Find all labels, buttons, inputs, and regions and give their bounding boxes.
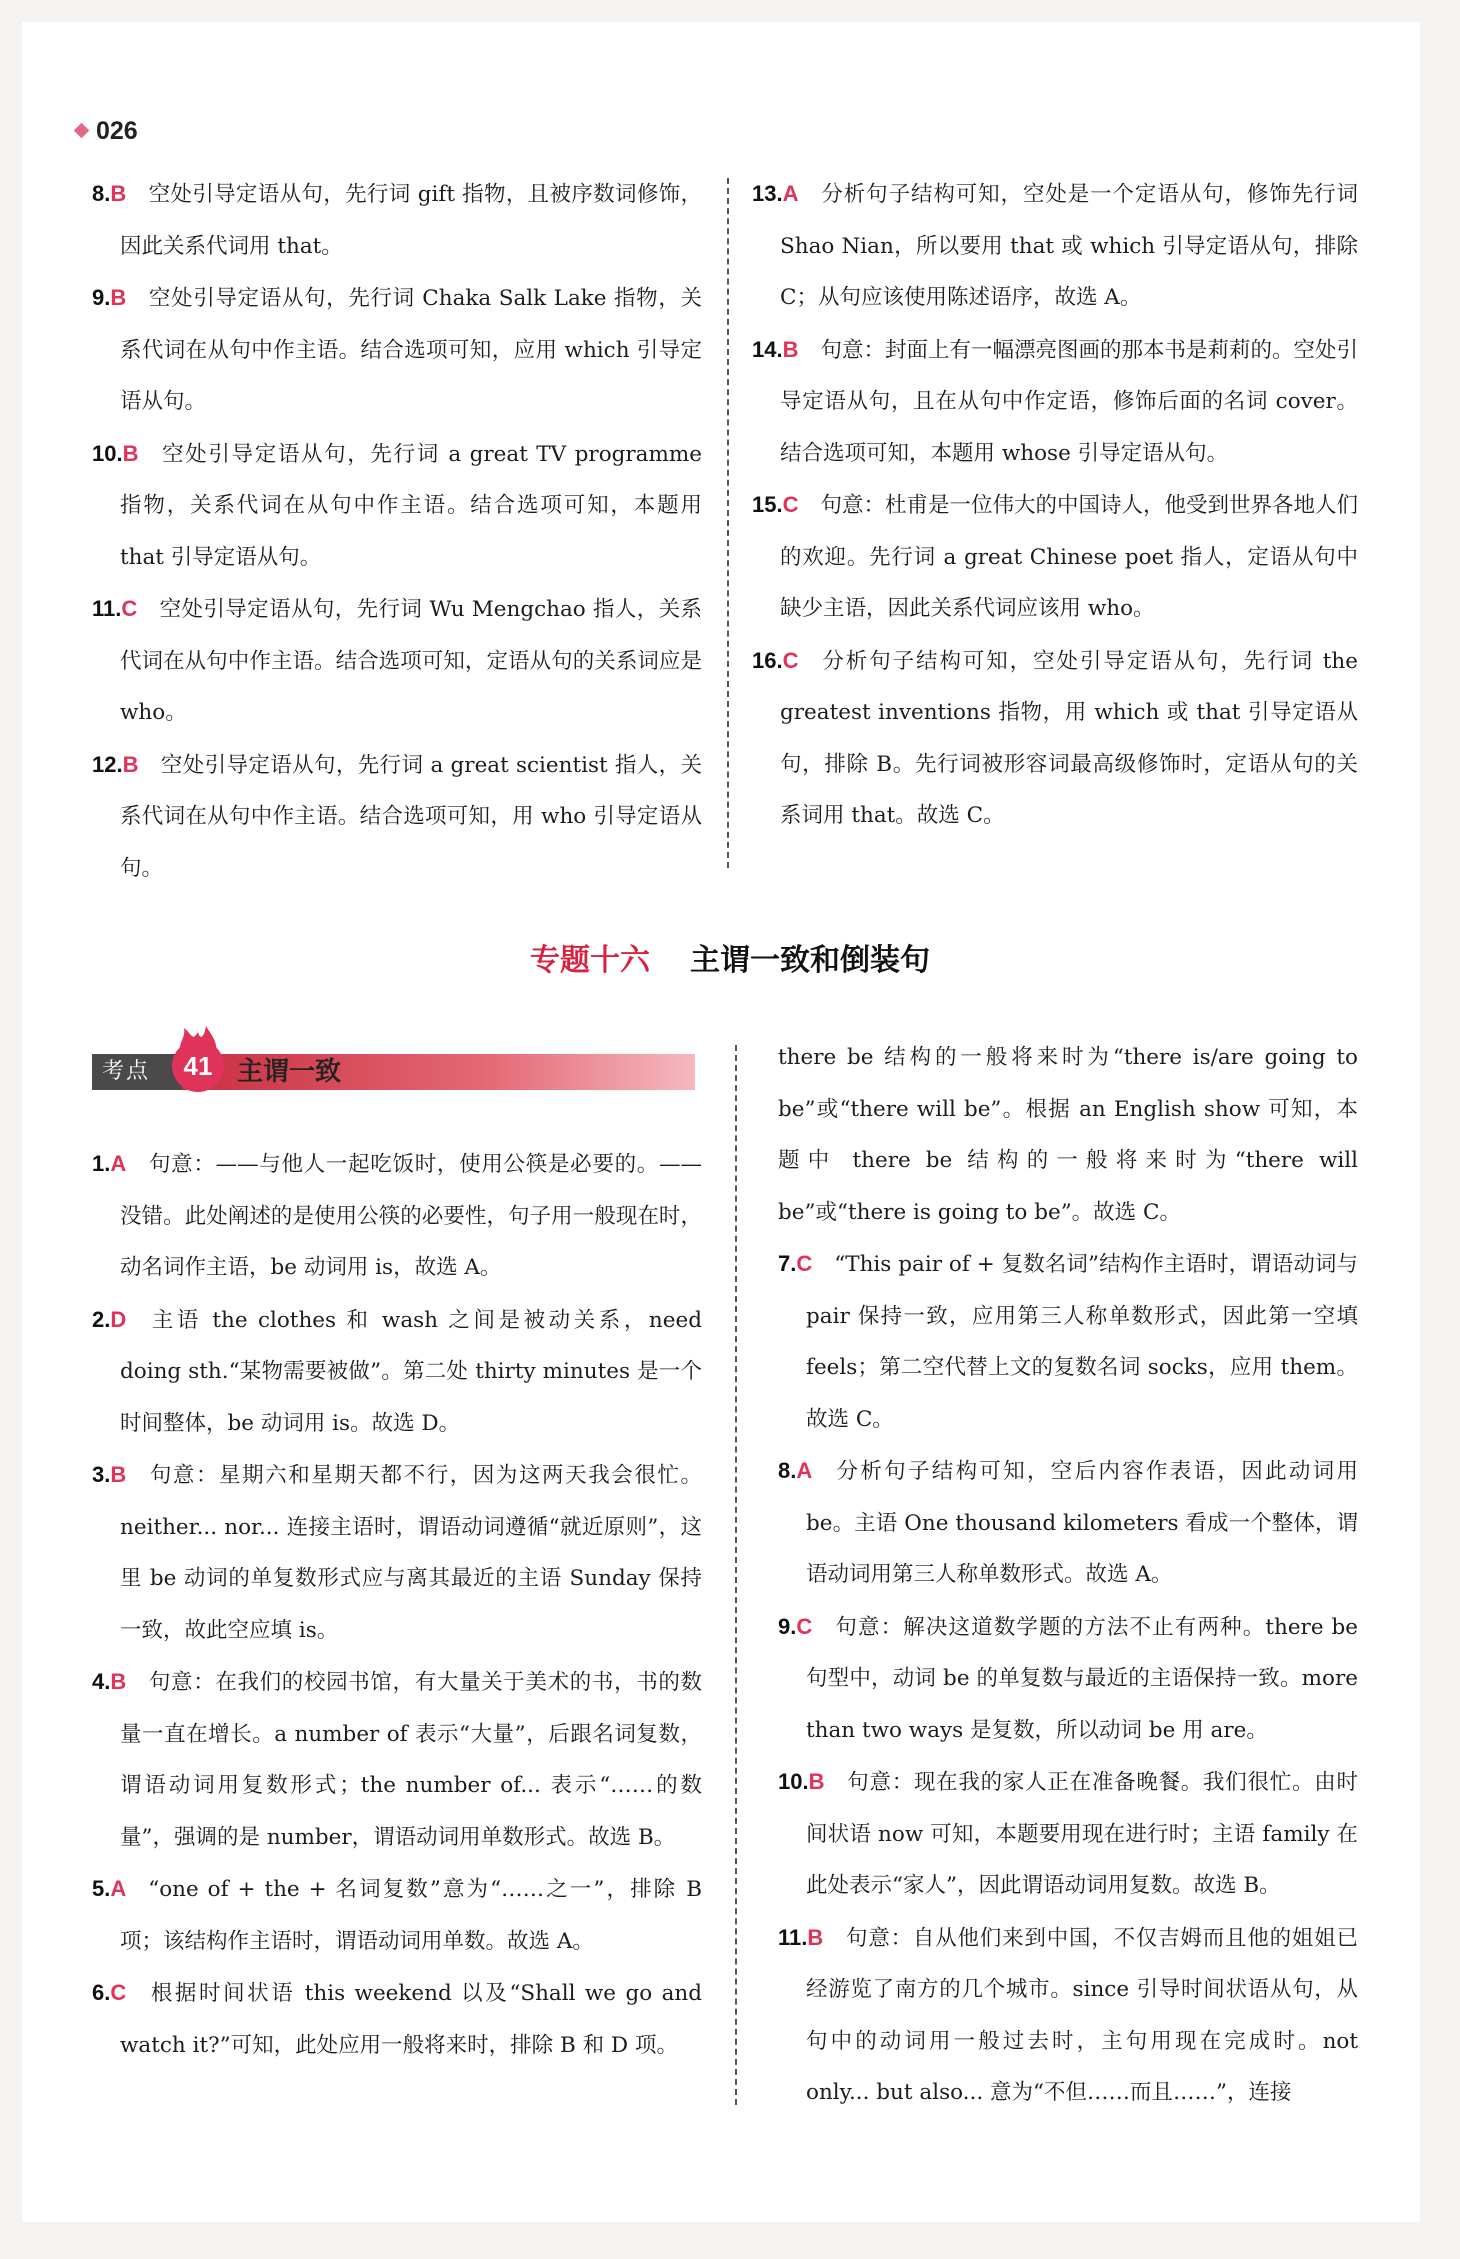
answer-letter: D (110, 1306, 127, 1332)
answer-letter: A (110, 1151, 127, 1176)
page-number: 026 (96, 117, 138, 145)
explanation-text: 空处引导定语从句，先行词 a great TV programme 指物，关系代词在从句中作主语。结合选项可知，本题用 that 引导定语从句。 (120, 441, 702, 570)
answer-letter: A (796, 1458, 813, 1483)
question-number: 14. (752, 336, 783, 362)
answer-letter: C (796, 1251, 813, 1276)
answer-item (752, 635, 1358, 842)
explanation-text: 根据时间状语 this weekend 以及“Shall we go and watch it?”可知，此处应用一般将来时，排除 B 和 D 项。 (120, 1981, 702, 2058)
answer-letter: C (782, 492, 799, 517)
answer-item (778, 1445, 1358, 1601)
answer-letter: B (808, 1769, 825, 1794)
explanation-text: “one of + the + 名词复数”意为“……之一”，排除 B 项；该结构作主语时，谓语动词用单数。故选 A。 (120, 1877, 702, 1954)
answer-item (92, 1138, 702, 1294)
answer-item (92, 428, 702, 584)
answer-letter: A (110, 1876, 127, 1901)
explanation-text: 分析句子结构可知，空处引导定语从句，先行词 the greatest inventions 指物，用 which 或 that 引导定语从句，排除 B。先行词被形容词最高级修饰时，定语从句的关系词用 that。故选 C。 (780, 648, 1358, 828)
section-title (0, 935, 1460, 979)
badge-title: 主谓一致 (237, 1057, 342, 1087)
answer-item (778, 1032, 1358, 1238)
bottom-left-column (92, 1138, 702, 2071)
answer-letter: A (782, 181, 799, 206)
explanation-text: 分析句子结构可知，空处是一个定语从句，修饰先行词 Shao Nian，所以要用 that 或 which 引导定语从句，排除 C；从句应该使用陈述语序，故选 A。 (780, 182, 1358, 310)
badge-number: 41 (172, 1040, 224, 1092)
explanation-text: 句意：——与他人一起吃饭时，使用公筷是必要的。——没错。此处阐述的是使用公筷的必要性，句子用一般现在时，动名词作主语，be 动词用 is，故选 A。 (120, 1152, 702, 1280)
explanation-text: 句意：现在我的家人正在准备晚餐。我们很忙。由时间状语 now 可知，本题要用现在进行时；主语 family 在此处表示“家人”，因此谓语动词用复数。故选 B。 (806, 1770, 1358, 1898)
question-number: 15. (752, 492, 783, 517)
question-number: 10. (92, 440, 123, 466)
answer-item (752, 168, 1358, 324)
question-number: 12. (92, 751, 123, 777)
answer-letter: B (122, 440, 139, 466)
answer-letter: C (796, 1613, 813, 1639)
explanation-text: 空处引导定语从句，先行词 Chaka Salk Lake 指物，关系代词在从句中作主语。结合选项可知，应用 which 引导定语从句。 (120, 286, 702, 414)
answer-item (752, 324, 1358, 480)
explanation-text: 空处引导定语从句，先行词 a great scientist 指人，关系代词在从句中作主语。结合选项可知，用 who 引导定语从句。 (120, 752, 702, 881)
question-number: 7. (778, 1251, 797, 1276)
explanation-text: 句意：星期六和星期天都不行，因为这两天我会很忙。neither... nor... 连接主语时，谓语动词遵循“就近原则”，这里 be 动词的单复数形式应与离其最近的主语 Sunday 保持一致，故此空应填 is。 (120, 1463, 702, 1643)
answer-letter: C (110, 1980, 127, 2005)
answer-letter: B (110, 1669, 127, 1694)
question-number: 3. (92, 1462, 111, 1487)
explanation-text: 空处引导定语从句，先行词 gift 指物，且被序数词修饰，因此关系代词用 that。 (120, 182, 702, 259)
answer-letter: B (110, 181, 127, 206)
explanation-text: 句意：解决这道数学题的方法不止有两种。there be 句型中，动词 be 的单复数与最近的主语保持一致。more than two ways 是复数，所以动词 be 用 are。 (806, 1614, 1358, 1743)
answer-letter: B (122, 751, 139, 777)
question-number: 8. (92, 181, 111, 206)
answer-item (752, 479, 1358, 635)
answer-letter: C (782, 647, 799, 673)
top-right-column (752, 168, 1358, 842)
section-name: 主谓一致和倒装句 (690, 943, 930, 978)
question-number: 4. (92, 1669, 111, 1694)
answer-item (778, 1238, 1358, 1445)
top-left-column (92, 168, 702, 894)
explanation-text: 句意：封面上有一幅漂亮图画的那本书是莉莉的。空处引导定语从句，且在从句中作定语，修饰后面的名词 cover。结合选项可知，本题用 whose 引导定语从句。 (780, 337, 1358, 466)
question-number: 9. (92, 285, 111, 310)
answer-letter: B (110, 1462, 127, 1487)
answer-letter: B (110, 285, 127, 310)
bottom-column-divider (735, 1045, 737, 2105)
explanation-text: 主语 the clothes 和 wash 之间是被动关系，need doing sth.“某物需要被做”。第二处 thirty minutes 是一个时间整体，be 动词用 is。故选 D。 (120, 1307, 702, 1436)
badge-label: 考点 (92, 1054, 182, 1090)
answer-item (92, 1294, 702, 1450)
explanation-text: 句意：在我们的校园书馆，有大量关于美术的书，书的数量一直在增长。a number of 表示“大量”，后跟名词复数，谓语动词用复数形式；the number of... 表示“……的数量”，强调的是 number，谓语动词用单数形式。故选 B。 (120, 1670, 702, 1850)
question-number: 6. (92, 1980, 111, 2005)
explanation-text: “This pair of + 复数名词”结构作主语时，谓语动词与 pair 保持一致，应用第三人称单数形式，因此第一空填 feels；第二空代替上文的复数名词 socks，应用 them。故选 C。 (806, 1252, 1358, 1432)
topic-badge (92, 1040, 695, 1100)
explanation-text: 分析句子结构可知，空后内容作表语，因此动词用 be。主语 One thousand kilometers 看成一个整体，谓语动词用第三人称单数形式。故选 A。 (806, 1459, 1358, 1587)
answer-letter: B (782, 336, 799, 362)
answer-item (92, 1449, 702, 1656)
answer-item (92, 583, 702, 739)
question-number: 16. (752, 647, 783, 673)
answer-letter: C (121, 596, 138, 621)
explanation-text: 句意：杜甫是一位伟大的中国诗人，他受到世界各地人们的欢迎。先行词 a great Chinese poet 指人，定语从句中缺少主语，因此关系代词应该用 who。 (780, 493, 1358, 621)
answer-item (778, 1756, 1358, 1912)
answer-letter: B (807, 1924, 824, 1950)
answer-item (778, 1912, 1358, 2119)
question-number: 10. (778, 1769, 809, 1794)
answer-item (92, 272, 702, 428)
explanation-text: 空处引导定语从句，先行词 Wu Mengchao 指人，关系代词在从句中作主语。结合选项可知，定语从句的关系词应是 who。 (120, 597, 702, 725)
question-number: 5. (92, 1876, 111, 1901)
question-number: 8. (778, 1458, 797, 1483)
section-number: 专题十六 (530, 943, 650, 978)
answer-item (92, 168, 702, 272)
answer-item (92, 1967, 702, 2071)
question-number: 11. (92, 596, 122, 621)
answer-item (92, 1656, 702, 1863)
explanation-text: 句意：自从他们来到中国，不仅吉姆而且他的姐姐已经游览了南方的几个城市。since 引导时间状语从句，从句中的动词用一般过去时，主句用现在完成时。not only... but also... 意为“不但……而且……”，连接 (806, 1925, 1358, 2105)
question-number: 9. (778, 1613, 797, 1639)
question-number: 2. (92, 1306, 111, 1332)
top-column-divider (727, 178, 729, 868)
explanation-text: there be 结构的一般将来时为“there is/are going to be”或“there will be”。根据 an English show 可知，本题中 there be 结构的一般将来时为“there will be”或“there is going to be”。故选 C。 (778, 1045, 1358, 1225)
question-number: 13. (752, 181, 783, 206)
question-number: 11. (778, 1924, 808, 1950)
answer-item (778, 1601, 1358, 1757)
question-number: 1. (92, 1151, 111, 1176)
answer-item (92, 739, 702, 895)
answer-item (92, 1863, 702, 1967)
bottom-right-column (778, 1032, 1358, 2119)
